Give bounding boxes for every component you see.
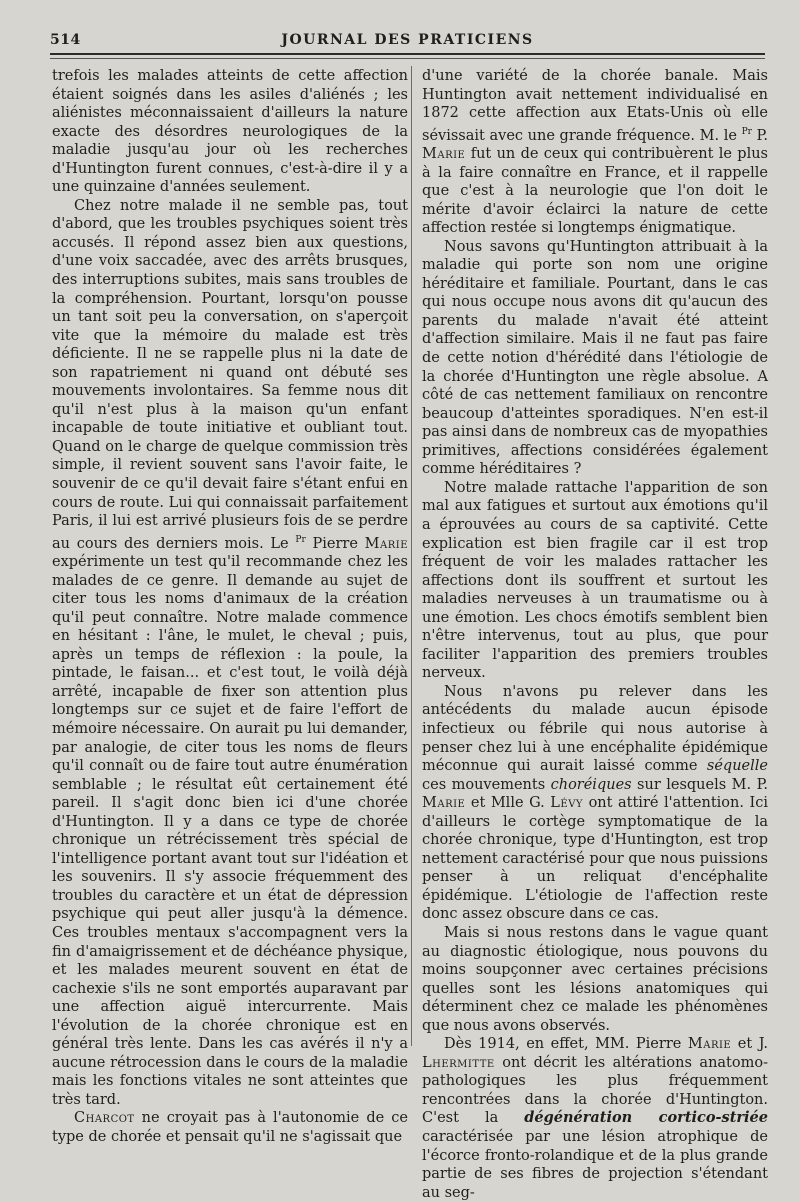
paragraph xyxy=(422,67,768,238)
left-column xyxy=(52,67,408,1147)
running-header xyxy=(50,30,765,52)
text-run: Pierre xyxy=(305,535,365,552)
text-run: ont attiré l'attention. Ici d'ailleurs le cortège symptomatique de la chorée chronique, type d'Huntington, est trop nettement caractérisé pour que nous puissions penser à un reliquat d'encéphalite épidémique. L'étiologie de l'affection reste donc assez obscure dans ce cas. xyxy=(422,795,768,923)
text-run: et Mlle G. xyxy=(465,795,551,812)
text-run: fut un de ceux qui contribuèrent le plus à la faire connaître en France, et il rappelle que c'est à la neurologie que l'on doit le mérite d'avoir éclairci la nature de cette affection restée si longtemps énigmatique. xyxy=(422,146,768,237)
text-run: Dès 1914, en effet, MM. Pierre xyxy=(444,1036,688,1053)
text-run: caractérisée par une lésion atrophique de l'écorce fronto-rolandique et de la plus grande partie de ses fibres de projection s'étendant au seg- xyxy=(422,1129,768,1201)
author-name: Marie xyxy=(422,146,466,163)
author-name: Marie xyxy=(687,1036,732,1053)
title-abbrev: Pr xyxy=(741,126,752,137)
paragraph xyxy=(422,1035,768,1202)
paragraph: Nous savons qu'Huntington attribuait à la maladie qui porte son nom une origine héréditaire et familiale. Pourtant, dans le cas qui nous occupe nous avons dit qu'aucun des parents du malade n'avait été atteint d'affection similaire. Mais il ne faut pas faire de cette notion d'hérédité dans l'étiologie de la chorée d'Huntington une règle absolue. A côté de cas nettement familiaux on rencontre beaucoup d'atteintes sporadiques. N'en est-il pas ainsi dans de nombreux cas de myopathies primitives, affections considérées également comme héréditaires ? xyxy=(422,238,768,478)
author-name: Lévy xyxy=(550,795,584,812)
paragraph xyxy=(52,1109,408,1146)
text-run: P. xyxy=(751,127,768,144)
paragraph xyxy=(52,197,408,1110)
header-rule-thin xyxy=(50,58,765,59)
author-name: Marie xyxy=(422,795,466,812)
italic-term: dégénération cortico-striée xyxy=(524,1109,768,1127)
right-column xyxy=(422,67,768,1202)
text-run: expérimente un test qu'il recommande chez les malades de ce genre. Il demande au sujet de citer tous les noms d'animaux de la création qu'il peut connaître. Notre malade commence en hésitant : l'âne, le mulet, le cheval ; puis, après un temps de réflexion : la poule, la pintade, le faisan... et c'est tout, le voilà déjà arrêté, incapable de fixer son attention plus longtemps sur ce sujet et de faire l'effort de mémoire nécessaire. On aurait pu lui demander, par analogie, de citer tous les noms de fleurs qu'il connaît ou de faire tout autre énumération semblable ; le résultat eût certainement été pareil. Il s'agit donc bien ici d'une chorée d'Huntington. Il y a dans ce type de chorée chronique un rétrécissement très spécial de l'intelligence portant avant tout sur l'idéation et les souvenirs. Il s'y associe fréquemment des troubles du caractère et un état de dépression psychique qui peut aller jusqu'à la démence. Ces troubles mentaux s'accompagnent vers la fin d'amaigrissement et de déchéance physique, et les malades meurent souvent en état de cachexie s'ils ne sont emportés auparavant par une affection aiguë intercurrente. Mais l'évolution de la chorée chronique est en général très lente. Dans les cas avérés il n'y a aucune rétrocession dans le cours de la maladie mais les fonctions vitales ne sont atteintes que très tard. xyxy=(52,554,408,1108)
paragraph: Mais si nous restons dans le vague quant au diagnostic étiologique, nous pouvons du moins soupçonner avec certaines précisions quelles sont les lésions anatomiques qui déterminent chez ce malade les phénomènes que nous avons observés. xyxy=(422,924,768,1034)
journal-title: JOURNAL DES PRATICIENS xyxy=(281,32,534,48)
text-run: Chez notre malade il ne semble pas, tout d'abord, que les troubles psychiques soient très accusés. Il répond assez bien aux questions, d'une voix saccadée, avec des arrêts brusques, des interruptions subites, mais sans troubles de la compréhension. Pourtant, lorsqu'on pousse un tant soit peu la conversation, on s'aperçoit vite que la mémoire du malade est très déficiente. Il ne se rappelle plus ni la date de son rapatriement ni quand ont débuté ses mouvements involontaires. Sa femme nous dit qu'il n'est plus à la maison qu'un enfant incapable de toute initiative et oubliant tout. Quand on le charge de quelque commission très simple, il revient souvent sans l'avoir faite, le souvenir de ce qu'il devait faire s'étant enfui en cours de route. Lui qui connaissait parfaitement Paris, il lui est arrivé plusieurs fois de se perdre au cours des derniers mois. Le xyxy=(52,197,408,552)
italic-term: séquelle xyxy=(706,758,768,775)
author-name: Lhermitte xyxy=(422,1054,495,1071)
text-run: et J. xyxy=(731,1036,768,1053)
author-name: Charcot xyxy=(74,1110,135,1127)
header-rule xyxy=(50,53,765,55)
paragraph xyxy=(422,683,768,924)
author-name: Marie xyxy=(364,535,409,552)
text-run: ne croyait pas à l'autonomie de ce type de chorée et pensait qu'il ne s'agissait que xyxy=(52,1110,408,1145)
text-run: ces mouvements xyxy=(422,776,551,793)
column-divider xyxy=(411,66,412,1046)
text-run: ont décrit les altérations anatomo-pathologiques les plus fréquemment rencontrées dans la chorée d'Huntington. C'est la xyxy=(422,1054,768,1127)
text-run: Nous n'avons pu relever dans les antécédents du malade aucun épisode infectieux ou fébrile qui nous autorise à penser chez lui à une encéphalite épidémique méconnue qui aurait laissé comme xyxy=(422,683,768,775)
text-run: d'une variété de la chorée banale. Mais Huntington avait nettement individualisé en 1872 cette affection aux Etats-Unis où elle sévissait avec une grande fréquence. M. le xyxy=(422,68,768,144)
paragraph: Notre malade rattache l'apparition de son mal aux fatigues et surtout aux émotions qu'il a éprouvées au cours de sa captivité. Cette explication est bien fragile car il est trop fréquent de voir les malades rattacher les affections dont ils souffrent et surtout les maladies nerveuses à un traumatisme ou à une émotion. Les chocs émotifs semblent bien n'être intervenus, tout au plus, que pour faciliter l'apparition des premiers troubles nerveux. xyxy=(422,479,768,682)
paragraph: trefois les malades atteints de cette affection étaient soignés dans les asiles d'aliénés ; les aliénistes méconnaissaient d'ailleurs la nature exacte des désordres neurologiques de la maladie jusqu'au jour où les recherches d'Huntington furent connues, c'est-à-dire il y a une quinzaine d'années seulement. xyxy=(52,68,408,196)
italic-term: choréiques xyxy=(550,776,632,793)
page-number: 514 xyxy=(50,32,81,48)
title-abbrev: Pr xyxy=(295,534,306,545)
text-run: sur lesquels M. P. xyxy=(631,776,768,793)
